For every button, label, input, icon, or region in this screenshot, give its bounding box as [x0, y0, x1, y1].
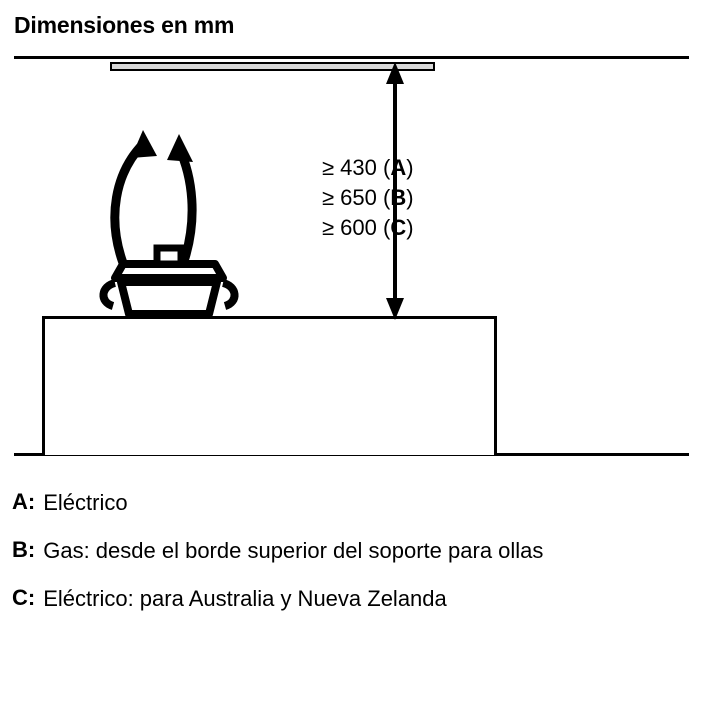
counter-block	[42, 316, 497, 455]
installation-diagram	[0, 48, 703, 473]
legend	[12, 488, 692, 632]
ceiling-line	[14, 56, 689, 59]
legend-item-a	[12, 488, 692, 518]
steam-arrow-head-left	[131, 130, 157, 158]
page-title: Dimensiones en mm	[14, 12, 235, 38]
legend-item-c	[12, 584, 692, 614]
legend-key-b: B:	[12, 537, 36, 562]
dimension-labels	[322, 153, 414, 243]
cooking-pot-icon	[85, 78, 255, 323]
legend-text-a: Eléctrico	[43, 490, 128, 515]
steam-arrow-head-right	[167, 134, 193, 162]
dimension-a-label: ≥ 430 (A)	[322, 155, 414, 180]
dimension-b-label: ≥ 650 (B)	[322, 185, 414, 210]
legend-text-b: Gas: desde el borde superior del soporte para ollas	[43, 538, 544, 563]
legend-text-c: Eléctrico: para Australia y Nueva Zelanda	[43, 586, 447, 611]
legend-key-c: C:	[12, 585, 36, 610]
legend-key-a: A:	[12, 489, 36, 514]
legend-item-b	[12, 536, 692, 566]
dimension-c-label: ≥ 600 (C)	[322, 215, 414, 240]
